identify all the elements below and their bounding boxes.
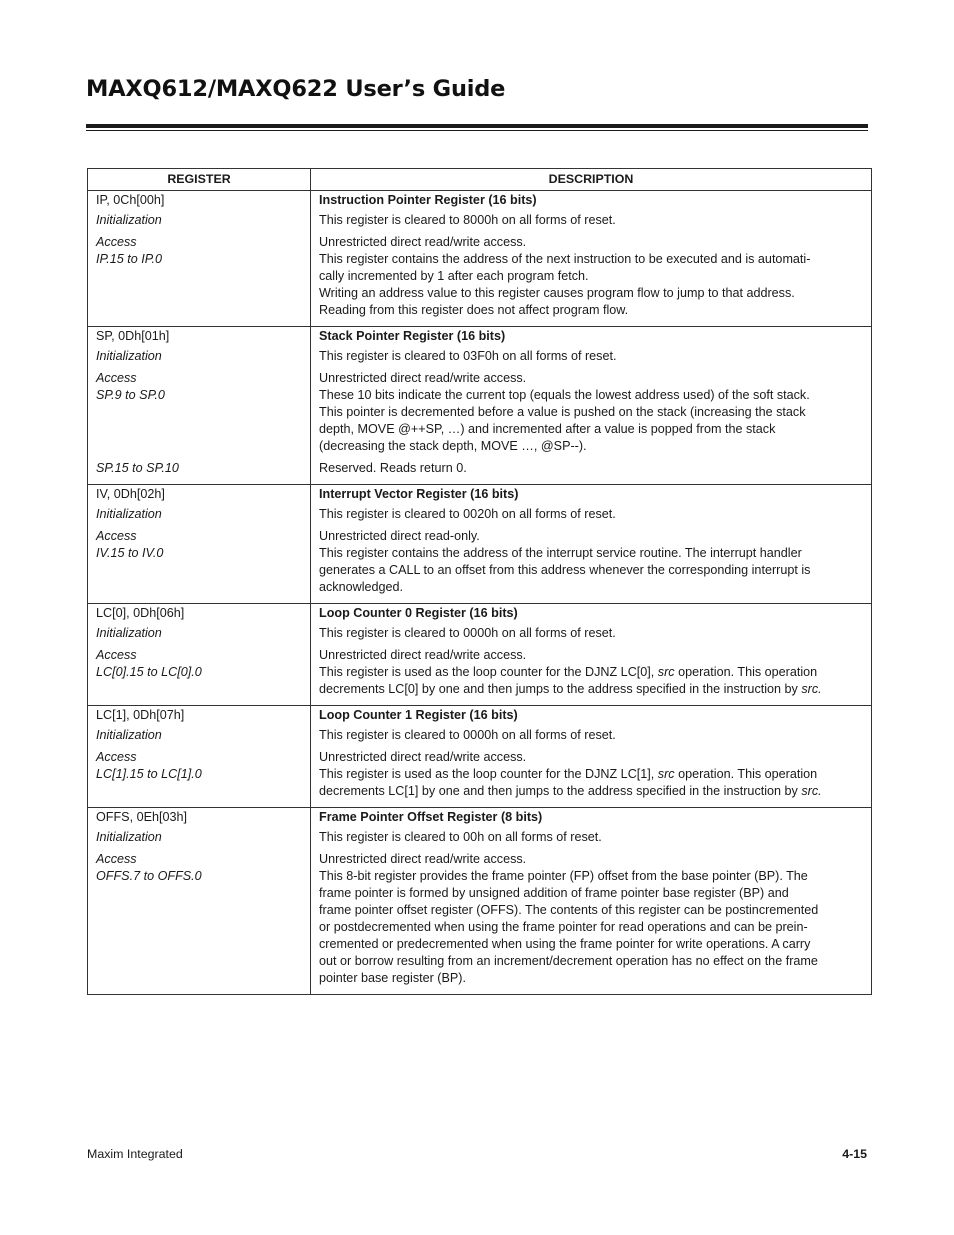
footer-page-number: 4-15: [842, 1147, 867, 1161]
description-line: generates a CALL to an offset from this address whenever the corresponding interrupt is: [319, 563, 811, 577]
description-line: [319, 783, 863, 800]
initialization-label: Initialization: [96, 507, 162, 521]
access-label: Access: [96, 235, 137, 249]
description-cell: [311, 327, 872, 485]
initialization-label: Initialization: [96, 728, 162, 742]
register-cell: [88, 191, 311, 327]
table-row: [88, 808, 872, 995]
register-cell: [88, 706, 311, 808]
initialization-label: Initialization: [96, 626, 162, 640]
description-line: [319, 664, 863, 681]
bit-range: SP.9 to SP.0: [96, 388, 165, 402]
description-line: out or borrow resulting from an increment/decrement operation has no effect on the frame: [319, 954, 818, 968]
table-header-row: [88, 169, 872, 191]
register-title: Instruction Pointer Register (16 bits): [319, 193, 537, 207]
table-row: [88, 191, 872, 327]
description-line: This register contains the address of the next instruction to be executed and is automati-: [319, 252, 811, 266]
access-text: Unrestricted direct read/write access.: [319, 852, 527, 866]
description-text: This register is used as the loop counter for the DJNZ LC[0],: [319, 665, 658, 679]
description-text: This register is used as the loop counter for the DJNZ LC[1],: [319, 767, 658, 781]
page-title: MAXQ612/MAXQ622 User’s Guide: [86, 76, 506, 102]
description-text: decrements LC[0] by one and then jumps to the address specified in the instruction by: [319, 682, 802, 696]
column-header-description: DESCRIPTION: [311, 169, 872, 191]
bit-range: LC[0].15 to LC[0].0: [96, 665, 202, 679]
register-title: Frame Pointer Offset Register (8 bits): [319, 810, 543, 824]
access-text: Unrestricted direct read-only.: [319, 529, 480, 543]
description-line: frame pointer offset register (OFFS). The contents of this register can be postincremented: [319, 903, 819, 917]
src-operand: src.: [801, 682, 822, 696]
description-cell: [311, 706, 872, 808]
register-cell: [88, 327, 311, 485]
src-operand: src: [657, 665, 675, 679]
description-line: acknowledged.: [319, 580, 404, 594]
description-line: frame pointer is formed by unsigned addition of frame pointer base register (BP) and: [319, 886, 789, 900]
initialization-text: This register is cleared to 0000h on all forms of reset.: [319, 626, 616, 640]
initialization-text: This register is cleared to 00h on all forms of reset.: [319, 830, 602, 844]
initialization-label: Initialization: [96, 213, 162, 227]
description-line: cremented or predecremented when using the frame pointer for write operations. A carry: [319, 937, 811, 951]
header-rule-thick: [86, 124, 868, 128]
register-cell: [88, 604, 311, 706]
table-row: [88, 485, 872, 604]
description-line: depth, MOVE @++SP, …) and incremented after a value is popped from the stack: [319, 422, 776, 436]
column-header-register: REGISTER: [88, 169, 311, 191]
register-name: SP, 0Dh[01h]: [96, 329, 170, 343]
access-label: Access: [96, 529, 137, 543]
description-cell: [311, 485, 872, 604]
description-line: or postdecremented when using the frame pointer for read operations and can be prein-: [319, 920, 808, 934]
access-text: Unrestricted direct read/write access.: [319, 750, 527, 764]
src-operand: src: [657, 767, 675, 781]
register-cell: [88, 485, 311, 604]
access-text: Unrestricted direct read/write access.: [319, 371, 527, 385]
access-text: Unrestricted direct read/write access.: [319, 235, 527, 249]
description-line: This register contains the address of the interrupt service routine. The interrupt handler: [319, 546, 802, 560]
description-text: decrements LC[1] by one and then jumps to the address specified in the instruction by: [319, 784, 802, 798]
reserved-text: Reserved. Reads return 0.: [319, 461, 467, 475]
src-operand: src.: [801, 784, 822, 798]
register-name: LC[0], 0Dh[06h]: [96, 606, 185, 620]
header-rule-thin: [86, 130, 868, 131]
description-line: This pointer is decremented before a value is pushed on the stack (increasing the stack: [319, 405, 806, 419]
description-cell: [311, 808, 872, 995]
initialization-text: This register is cleared to 8000h on all forms of reset.: [319, 213, 616, 227]
register-title: Loop Counter 1 Register (16 bits): [319, 708, 518, 722]
description-line: (decreasing the stack depth, MOVE …, @SP--).: [319, 439, 587, 453]
register-title: Interrupt Vector Register (16 bits): [319, 487, 519, 501]
table-row: [88, 604, 872, 706]
register-name: IP, 0Ch[00h]: [96, 193, 165, 207]
description-text: operation. This operation: [674, 767, 818, 781]
description-line: This 8-bit register provides the frame pointer (FP) offset from the base pointer (BP). The: [319, 869, 808, 883]
register-name: IV, 0Dh[02h]: [96, 487, 165, 501]
initialization-text: This register is cleared to 0000h on all forms of reset.: [319, 728, 616, 742]
access-label: Access: [96, 648, 137, 662]
description-cell: [311, 191, 872, 327]
table-row: [88, 706, 872, 808]
register-title: Stack Pointer Register (16 bits): [319, 329, 506, 343]
table-row: [88, 327, 872, 485]
description-line: [319, 766, 863, 783]
description-line: Writing an address value to this register causes program flow to jump to that address.: [319, 286, 795, 300]
register-title: Loop Counter 0 Register (16 bits): [319, 606, 518, 620]
description-text: operation. This operation: [674, 665, 818, 679]
initialization-text: This register is cleared to 0020h on all forms of reset.: [319, 507, 616, 521]
initialization-text: This register is cleared to 03F0h on all forms of reset.: [319, 349, 617, 363]
description-cell: [311, 604, 872, 706]
bit-range: IV.15 to IV.0: [96, 546, 164, 560]
register-cell: [88, 808, 311, 995]
description-line: These 10 bits indicate the current top (equals the lowest address used) of the soft stack.: [319, 388, 810, 402]
footer-company: Maxim Integrated: [87, 1147, 183, 1161]
description-line: [319, 681, 863, 698]
register-name: LC[1], 0Dh[07h]: [96, 708, 185, 722]
bit-range: IP.15 to IP.0: [96, 252, 163, 266]
initialization-label: Initialization: [96, 349, 162, 363]
description-line: cally incremented by 1 after each program fetch.: [319, 269, 589, 283]
register-table: [87, 168, 872, 995]
bit-range-reserved: SP.15 to SP.10: [96, 461, 179, 475]
access-label: Access: [96, 371, 137, 385]
description-line: pointer base register (BP).: [319, 971, 466, 985]
bit-range: OFFS.7 to OFFS.0: [96, 869, 202, 883]
bit-range: LC[1].15 to LC[1].0: [96, 767, 202, 781]
access-label: Access: [96, 750, 137, 764]
access-label: Access: [96, 852, 137, 866]
access-text: Unrestricted direct read/write access.: [319, 648, 527, 662]
initialization-label: Initialization: [96, 830, 162, 844]
description-line: Reading from this register does not affect program flow.: [319, 303, 629, 317]
register-name: OFFS, 0Eh[03h]: [96, 810, 187, 824]
